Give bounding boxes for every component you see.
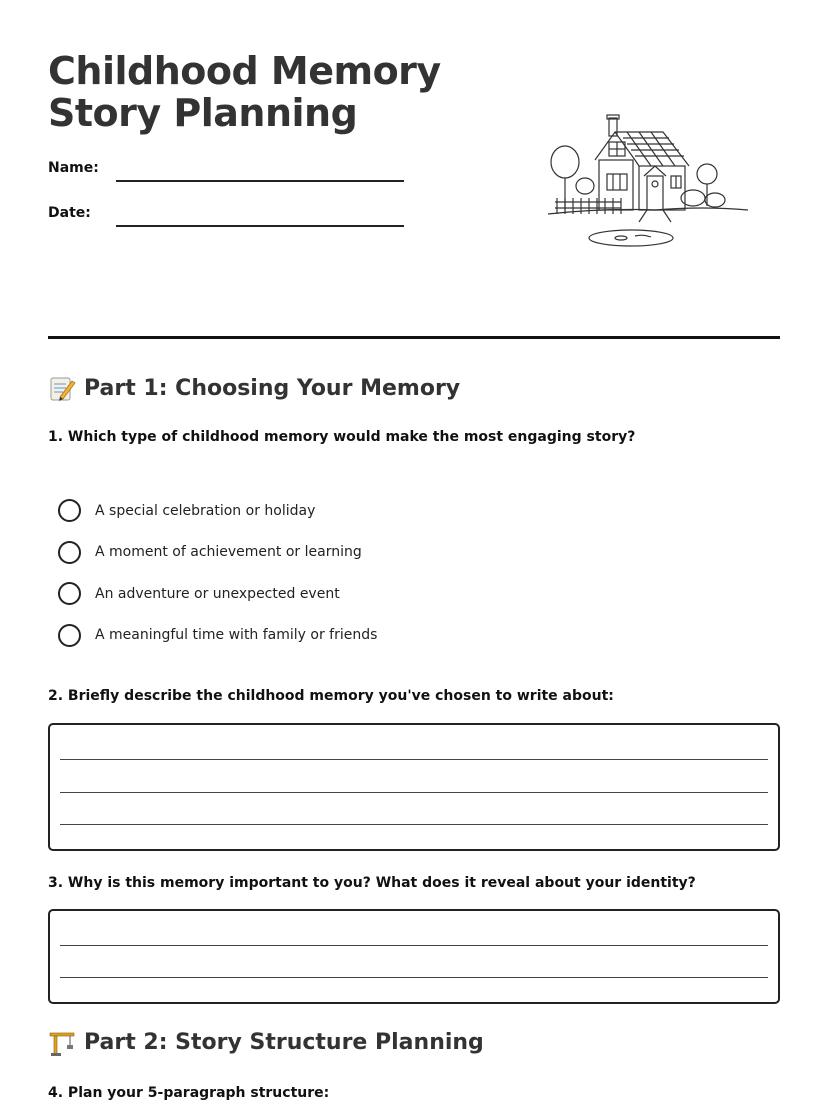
part2-heading (48, 1028, 484, 1058)
writing-line (60, 824, 768, 825)
radio-button[interactable] (58, 499, 81, 522)
title-line-2: Story Planning (48, 91, 358, 135)
writing-line (60, 977, 768, 978)
radio-button[interactable] (58, 582, 81, 605)
question-2: 2. Briefly describe the childhood memory you've chosen to write about: (48, 688, 614, 704)
name-line[interactable] (116, 180, 404, 182)
title-line-1: Childhood Memory (48, 49, 441, 93)
question-1: 1. Which type of childhood memory would make the most engaging story? (48, 429, 636, 445)
date-field[interactable] (48, 205, 408, 229)
writing-line (60, 759, 768, 760)
answer-box-2[interactable] (48, 723, 780, 851)
header-divider (48, 336, 780, 339)
option-label: A special celebration or holiday (95, 502, 316, 519)
option-adventure[interactable] (58, 573, 558, 615)
date-label: Date: (48, 205, 91, 221)
worksheet-title (48, 50, 468, 134)
question-3: 3. Why is this memory important to you? What does it reveal about your identity? (48, 875, 696, 891)
writing-line (60, 792, 768, 793)
part1-heading (48, 374, 460, 404)
date-line[interactable] (116, 225, 404, 227)
option-label: A moment of achievement or learning (95, 544, 362, 561)
option-label: A meaningful time with family or friends (95, 627, 378, 644)
option-celebration[interactable] (58, 490, 558, 532)
part1-heading-text: Part 1: Choosing Your Memory (84, 376, 461, 401)
worksheet-page (48, 0, 780, 1118)
option-family-friends[interactable] (58, 615, 558, 657)
memory-type-options (58, 490, 558, 656)
radio-button[interactable] (58, 624, 81, 647)
answer-box-3[interactable] (48, 909, 780, 1004)
construction-crane-icon (48, 1029, 76, 1057)
name-field[interactable] (48, 160, 408, 184)
name-label: Name: (48, 160, 99, 176)
house-illustration (543, 110, 753, 250)
part2-heading-text: Part 2: Story Structure Planning (84, 1030, 484, 1055)
option-achievement[interactable] (58, 532, 558, 574)
writing-line (60, 945, 768, 946)
radio-button[interactable] (58, 541, 81, 564)
memo-pencil-icon (48, 375, 76, 403)
option-label: An adventure or unexpected event (95, 585, 340, 602)
question-4: 4. Plan your 5-paragraph structure: (48, 1085, 330, 1101)
